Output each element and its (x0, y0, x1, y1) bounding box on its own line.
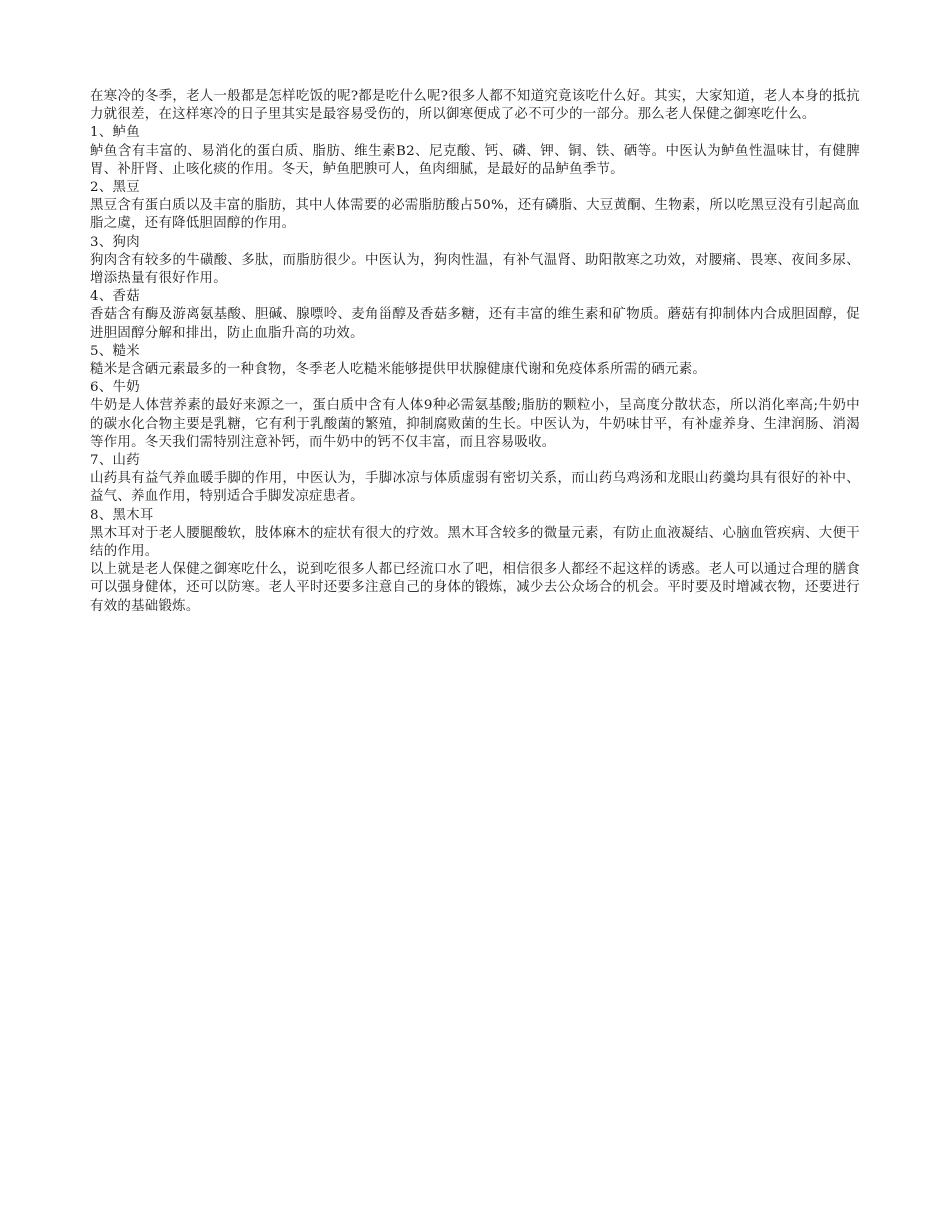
section-heading-3: 3、狗肉 (90, 234, 140, 250)
section-text-6: 牛奶是人体营养素的最好来源之一，蛋白质中含有人体9种必需氨基酸;脂肪的颗粒小，呈高度分散状态，所以消化率高;牛奶中的碳水化合物主要是乳糖，它有利于乳酸菌的繁殖，抑制腐败菌的生长。中医认为，牛奶味甘平，有补虚养身、生津润肠、消渴等作用。冬天我们需特别注意补钙，而牛奶中的钙不仅丰富，而且容易吸收。 (90, 398, 860, 450)
conclusion-paragraph: 以上就是老人保健之御寒吃什么，说到吃很多人都已经流口水了吧，相信很多人都经不起这样的诱惑。老人可以通过合理的膳食可以强身健体，还可以防寒。老人平时还要多注意自己的身体的锻炼，减少去公众场合的机会。平时要及时增减衣物，还要进行有效的基础锻炼。 (90, 562, 860, 614)
section-heading-7: 7、山药 (90, 453, 140, 469)
intro-paragraph: 在寒冷的冬季，老人一般都是怎样吃饭的呢?都是吃什么呢?很多人都不知道究竟该吃什么好。其实，大家知道，老人本身的抵抗力就很差，在这样寒冷的日子里其实是最容易受伤的，所以御寒便成了必不可少的一部分。那么老人保健之御寒吃什么。 (90, 89, 860, 123)
section-heading-1: 1、鲈鱼 (90, 125, 140, 141)
section-text-3: 狗肉含有较多的牛磺酸、多肽，而脂肪很少。中医认为，狗肉性温，有补气温肾、助阳散寒之功效，对腰痛、畏寒、夜间多尿、增添热量有很好作用。 (90, 252, 860, 287)
section-heading-6: 6、牛奶 (90, 380, 140, 396)
section-text-4: 香菇含有酶及游离氨基酸、胆碱、腺嘌呤、麦角甾醇及香菇多糖，还有丰富的维生素和矿物质。蘑菇有抑制体内合成胆固醇，促进胆固醇分解和排出，防止血脂升高的功效。 (90, 307, 860, 341)
section-text-7: 山药具有益气养血暖手脚的作用，中医认为，手脚冰凉与体质虚弱有密切关系，而山药乌鸡汤和龙眼山药羹均具有很好的补中、益气、养血作用，特别适合手脚发凉症患者。 (90, 471, 860, 505)
section-text-8: 黑木耳对于老人腰腿酸软，肢体麻木的症状有很大的疗效。黑木耳含较多的微量元素，有防止血液凝结、心脑血管疾病、大便干结的作用。 (90, 525, 860, 560)
section-text-2: 黑豆含有蛋白质以及丰富的脂肪，其中人体需要的必需脂肪酸占50%，还有磷脂、大豆黄酮、生物素，所以吃黑豆没有引起高血脂之虞，还有降低胆固醇的作用。 (90, 198, 860, 232)
section-heading-5: 5、糙米 (90, 343, 140, 359)
section-text-5: 糙米是含硒元素最多的一种食物，冬季老人吃糙米能够提供甲状腺健康代谢和免疫体系所需的硒元素。 (90, 362, 707, 378)
section-heading-2: 2、黑豆 (90, 180, 140, 196)
section-heading-8: 8、黑木耳 (90, 507, 154, 523)
section-heading-4: 4、香菇 (90, 289, 140, 305)
section-text-1: 鲈鱼含有丰富的、易消化的蛋白质、脂肪、维生素B2、尼克酸、钙、磷、钾、铜、铁、硒等。中医认为鲈鱼性温味甘，有健脾胃、补肝肾、止咳化痰的作用。冬天，鲈鱼肥腴可人，鱼肉细腻，是最好的品鲈鱼季节。 (90, 143, 860, 177)
article-body (90, 88, 860, 616)
